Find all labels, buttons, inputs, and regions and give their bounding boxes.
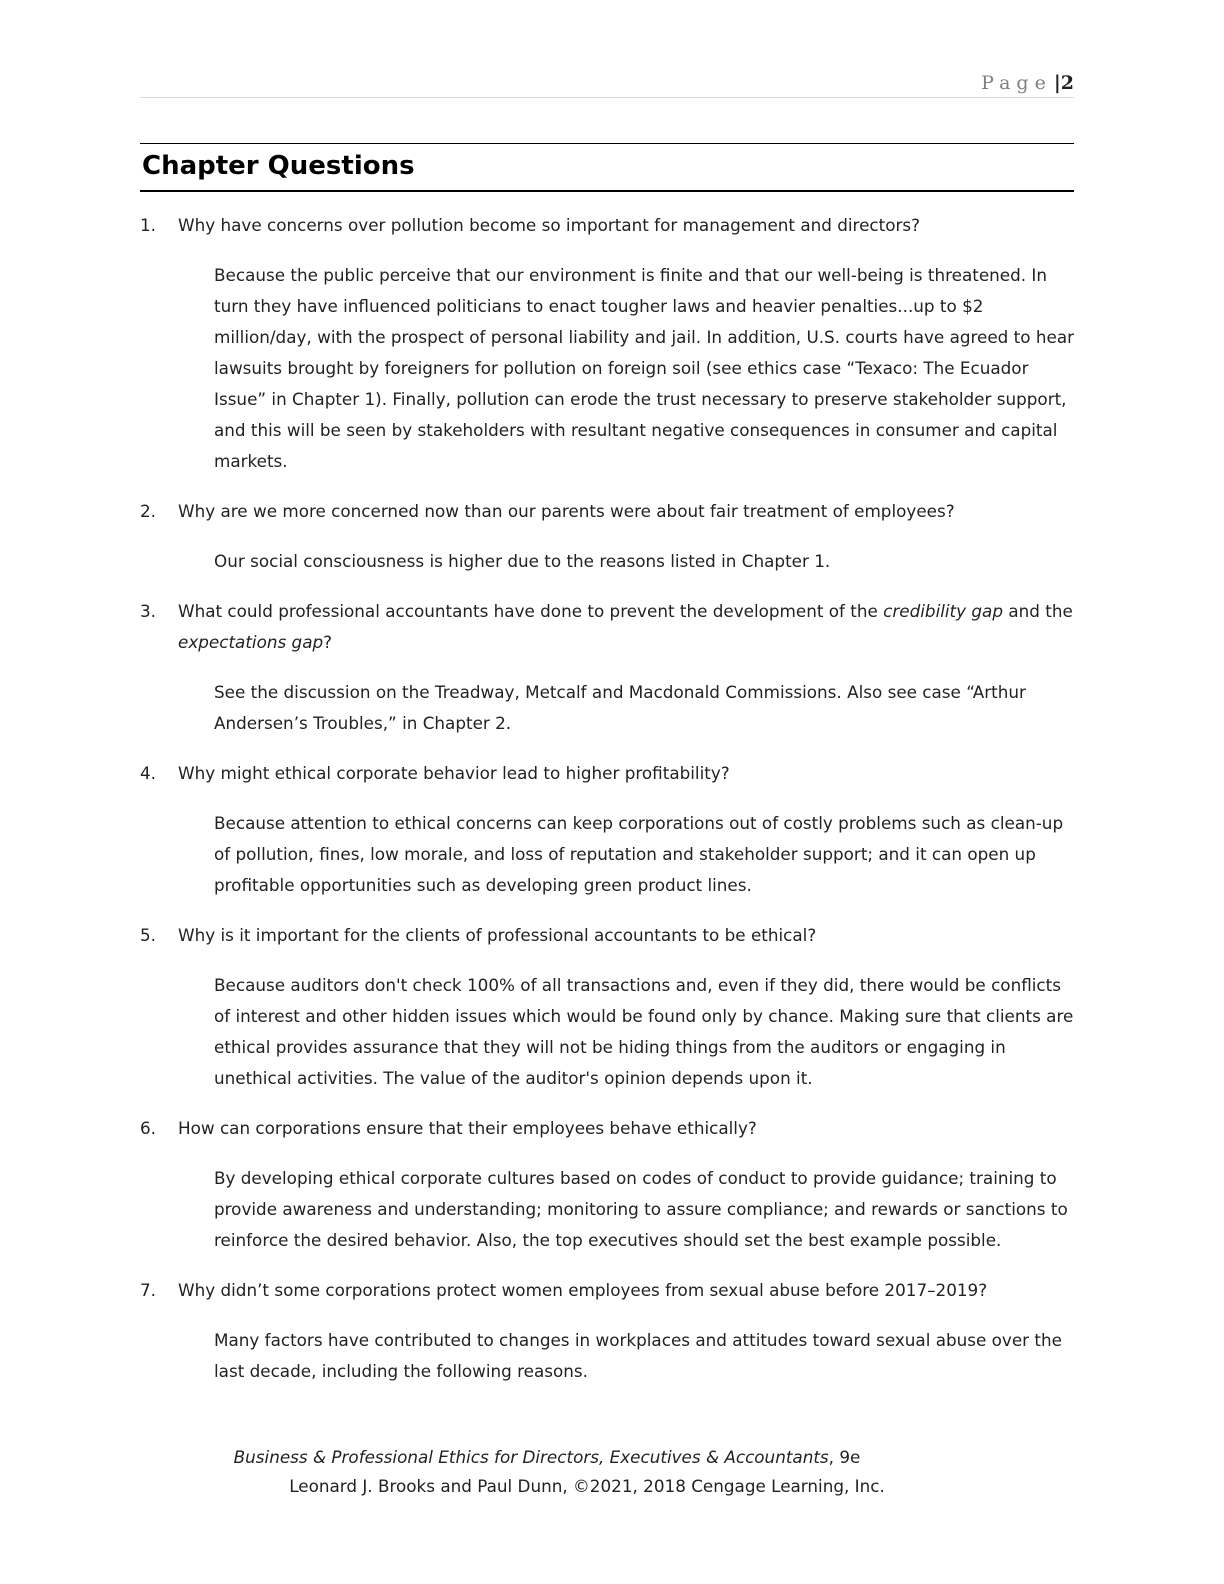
question-number: 3. bbox=[140, 601, 157, 621]
emphasis-expectations-gap: expectations gap bbox=[178, 632, 324, 652]
answer-text: Many factors have contributed to changes in workplaces and attitudes toward sexual abuse over the last decade, including the following reasons. bbox=[214, 1330, 1062, 1381]
question-item-2 bbox=[140, 496, 1074, 577]
title-bottom-rule bbox=[140, 190, 1074, 192]
footer-book-line bbox=[20, 1443, 1074, 1472]
footer-credit: Leonard J. Brooks and Paul Dunn, ©2021, 2018 Cengage Learning, Inc. bbox=[289, 1476, 885, 1496]
question-text: How can corporations ensure that their employees behave ethically? bbox=[178, 1118, 757, 1138]
question-number: 7. bbox=[140, 1280, 157, 1300]
question-text-part: What could professional accountants have done to prevent the development of the bbox=[178, 601, 884, 621]
answer-text: See the discussion on the Treadway, Metcalf and Macdonald Commissions. Also see case “Arthur Andersen’s Troubles,” in Chapter 2. bbox=[214, 682, 1026, 733]
question-number: 5. bbox=[140, 925, 157, 945]
question-item-7 bbox=[140, 1275, 1074, 1387]
question-number: 1. bbox=[140, 215, 157, 235]
question-number: 6. bbox=[140, 1118, 157, 1138]
footer-edition: , 9e bbox=[828, 1447, 861, 1467]
answer-text: Because auditors don't check 100% of all transactions and, even if they did, there would be conflicts of interest and other hidden issues which would be found only by chance. Making sure that clients are ethical provides assurance that they will not be hiding things from the auditors or engaging in unethical activities. The value of the auditor's opinion depends upon it. bbox=[214, 975, 1074, 1088]
question-text: Why might ethical corporate behavior lead to higher profitability? bbox=[178, 763, 730, 783]
question-item-1 bbox=[140, 210, 1074, 477]
page-label: Page bbox=[981, 72, 1052, 94]
question-item-3 bbox=[140, 596, 1074, 739]
question-text-part: and the bbox=[1003, 601, 1073, 621]
header-divider bbox=[140, 97, 1074, 98]
question-list bbox=[140, 210, 1074, 1406]
question-item-6 bbox=[140, 1113, 1074, 1256]
question-text: Why are we more concerned now than our parents were about fair treatment of employees? bbox=[178, 501, 955, 521]
answer-text: Because attention to ethical concerns can keep corporations out of costly problems such as clean-up of pollution, fines, low morale, and loss of reputation and stakeholder support; and it can open up profitable opportunities such as developing green product lines. bbox=[214, 813, 1064, 895]
question-text-part: ? bbox=[323, 632, 333, 652]
title-top-rule bbox=[140, 143, 1074, 144]
page-footer bbox=[140, 1443, 1074, 1501]
question-text: Why is it important for the clients of professional accountants to be ethical? bbox=[178, 925, 817, 945]
question-text bbox=[178, 596, 1074, 658]
question-number: 4. bbox=[140, 763, 157, 783]
footer-book-title: Business & Professional Ethics for Directors, Executives & Accountants bbox=[233, 1447, 829, 1467]
question-text: Why didn’t some corporations protect women employees from sexual abuse before 2017–2019? bbox=[178, 1280, 988, 1300]
chapter-title: Chapter Questions bbox=[142, 151, 415, 181]
answer-text: Our social consciousness is higher due to the reasons listed in Chapter 1. bbox=[214, 551, 831, 571]
question-item-5 bbox=[140, 920, 1074, 1094]
answer-text: By developing ethical corporate cultures based on codes of conduct to provide guidance; training to provide awareness and understanding; monitoring to assure compliance; and rewards or sanctions to reinforce the desired behavior. Also, the top executives should set the best example possible. bbox=[214, 1168, 1068, 1250]
page-header bbox=[140, 70, 1074, 96]
emphasis-credibility-gap: credibility gap bbox=[883, 601, 1003, 621]
question-text: Why have concerns over pollution become so important for management and directors? bbox=[178, 215, 921, 235]
question-number: 2. bbox=[140, 501, 157, 521]
answer-text: Because the public perceive that our environment is finite and that our well-being is threatened. In turn they have influenced politicians to enact tougher laws and heavier penalties...up to $2 million/day, with the prospect of personal liability and jail. In addition, U.S. courts have agreed to hear lawsuits brought by foreigners for pollution on foreign soil (see ethics case “Texaco: The Ecuador Issue” in Chapter 1). Finally, pollution can erode the trust necessary to preserve stakeholder support, and this will be seen by stakeholders with resultant negative consequences in consumer and capital markets. bbox=[214, 265, 1074, 471]
page-number: 2 bbox=[1060, 72, 1074, 94]
page-separator: | bbox=[1053, 72, 1061, 94]
question-item-4 bbox=[140, 758, 1074, 901]
